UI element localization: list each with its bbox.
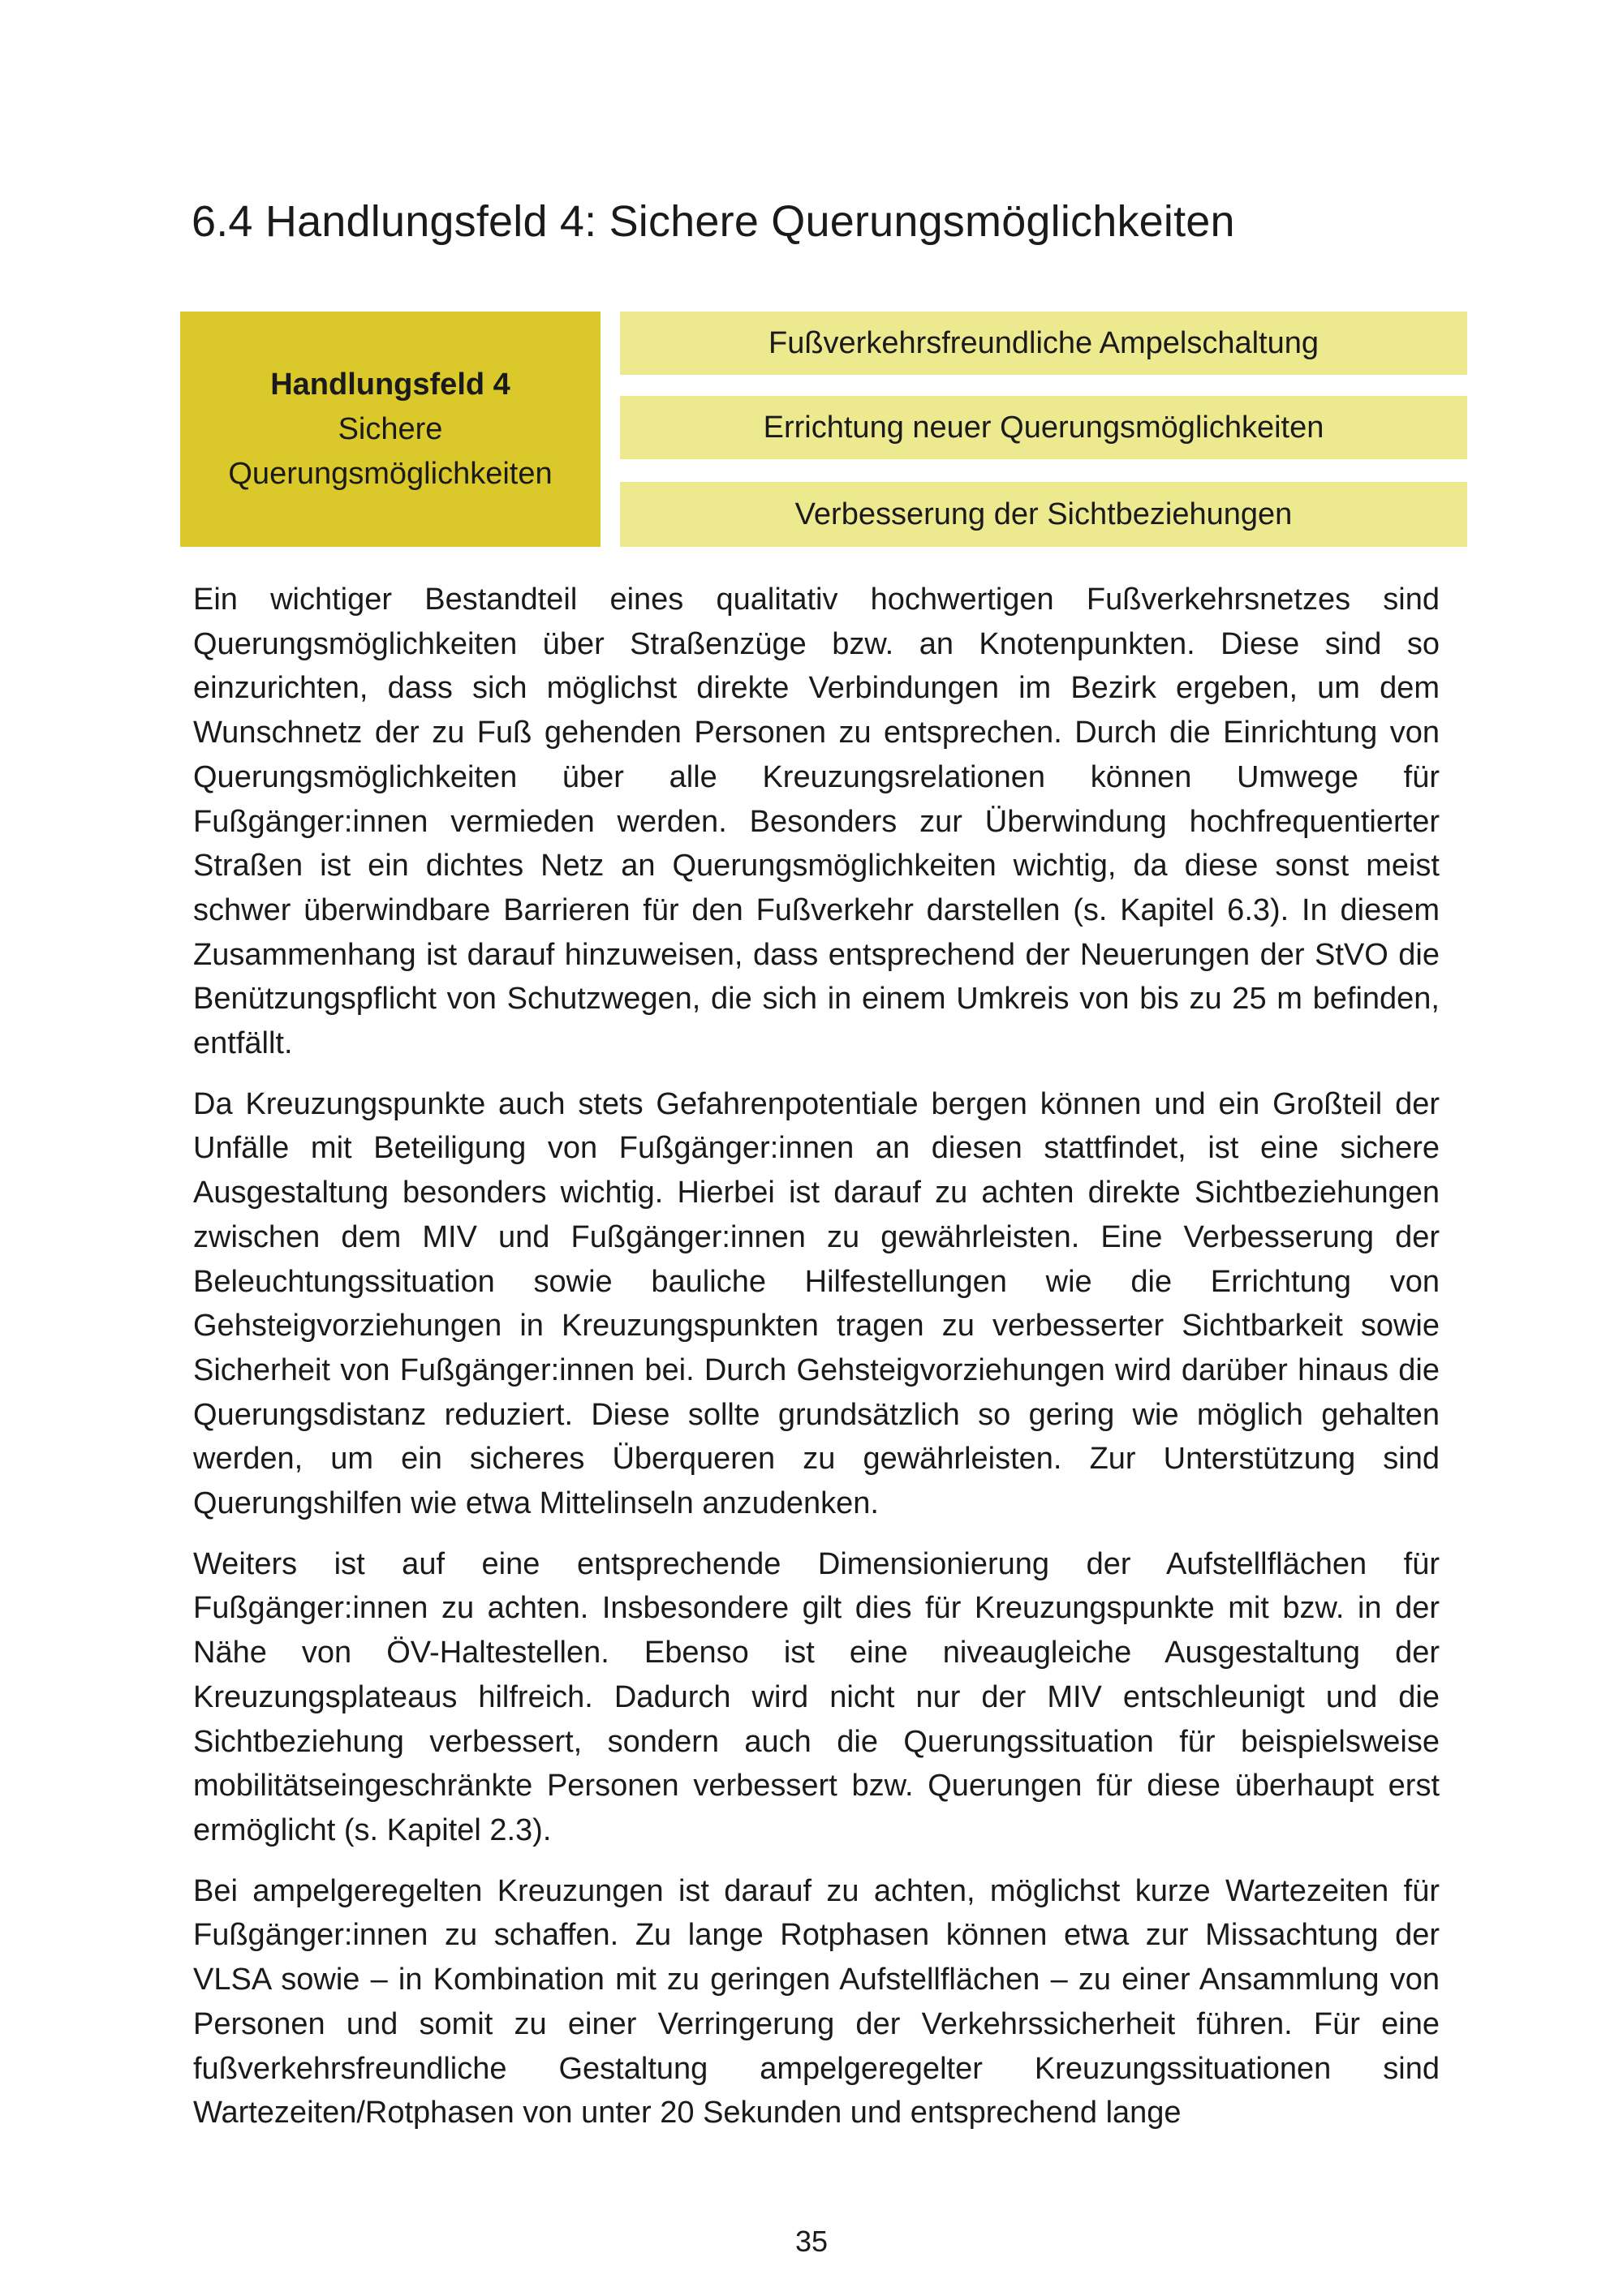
measure-box: Fußverkehrsfreundliche Ampelschaltung <box>620 312 1467 375</box>
body-text <box>193 578 1440 2152</box>
page-title: 6.4 Handlungsfeld 4: Sichere Querungsmöglichkeiten <box>192 197 1235 246</box>
action-field-line-1: Sichere <box>338 411 443 446</box>
action-field-line-2: Querungsmöglichkeiten <box>228 456 553 491</box>
measure-box: Errichtung neuer Querungsmöglichkeiten <box>620 396 1467 459</box>
paragraph: Weiters ist auf eine entsprechende Dimensionierung der Aufstellflächen für Fußgänger:innen zu achten. Insbesondere gilt dies für Kreuzungspunkte mit bzw. in der Nähe von ÖV-Haltestellen. Ebenso ist eine niveaugleiche Ausgestaltung der Kreuzungsplateaus hilfreich. Dadurch wird nicht nur der MIV entschleunigt und die Sichtbeziehung verbessert, sondern auch die Querungssituation für beispielsweise mobilitätseingeschränkte Personen verbessert bzw. Querungen für diese überhaupt erst ermöglicht (s. Kapitel 2.3). <box>193 1546 1440 1847</box>
page-number: 35 <box>794 2225 829 2258</box>
paragraph: Ein wichtiger Bestandteil eines qualitativ hochwertigen Fußverkehrsnetzes sind Querungsmöglichkeiten über Straßenzüge bzw. an Knotenpunkten. Diese sind so einzurichten, dass sich möglichst direkte Verbindungen im Bezirk ergeben, um dem Wunschnetz der zu Fuß gehenden Personen zu entsprechen. Durch die Einrichtung von Querungsmöglichkeiten über alle Kreuzungsrelationen können Umwege für Fußgänger:innen vermieden werden. Besonders zur Überwindung hochfrequentierter Straßen ist ein dichtes Netz an Querungsmöglichkeiten wichtig, da diese sonst meist schwer überwindbare Barrieren für den Fußverkehr darstellen (s. Kapitel 6.3). In diesem Zusammenhang ist darauf hinzuweisen, dass entsprechend der Neuerungen der StVO die Benützungspflicht von Schutzwegen, die sich in einem Umkreis von bis zu 25 m befinden, entfällt. <box>193 583 1440 1061</box>
action-field-heading: Handlungsfeld 4 <box>270 367 510 402</box>
paragraph: Bei ampelgeregelten Kreuzungen ist darauf zu achten, möglichst kurze Wartezeiten für Fußgänger:innen zu schaffen. Zu lange Rotphasen können etwa zur Missachtung der VLSA sowie – in Kombination mit zu geringen Aufstellflächen – zu einer Ansammlung von Personen und somit zu einer Verringerung der Verkehrssicherheit führen. Für eine fußverkehrsfreundliche Gestaltung ampelgeregelter Kreuzungssituationen sind Wartezeiten/Rotphasen von unter 20 Sekunden und entsprechend lange <box>193 1873 1440 2130</box>
action-field-box <box>180 312 601 547</box>
paragraph: Da Kreuzungspunkte auch stets Gefahrenpotentiale bergen können und ein Großteil der Unfälle mit Beteiligung von Fußgänger:innen an diesen stattfindet, ist eine sichere Ausgestaltung besonders wichtig. Hierbei ist darauf zu achten direkte Sichtbeziehungen zwischen dem MIV und Fußgänger:innen zu gewährleisten. Eine Verbesserung der Beleuchtungssituation sowie bauliche Hilfestellungen wie die Errichtung von Gehsteigvorziehungen in Kreuzungspunkten tragen zu verbesserter Sichtbarkeit sowie Sicherheit von Fußgänger:innen bei. Durch Gehsteigvorziehungen wird darüber hinaus die Querungsdistanz reduziert. Diese sollte grundsätzlich so gering wie möglich gehalten werden, um ein sicheres Überqueren zu gewährleisten. Zur Unterstützung sind Querungshilfen wie etwa Mittelinseln anzudenken. <box>193 1086 1440 1521</box>
measure-box: Verbesserung der Sichtbeziehungen <box>620 482 1467 547</box>
action-field-diagram <box>180 312 1467 547</box>
